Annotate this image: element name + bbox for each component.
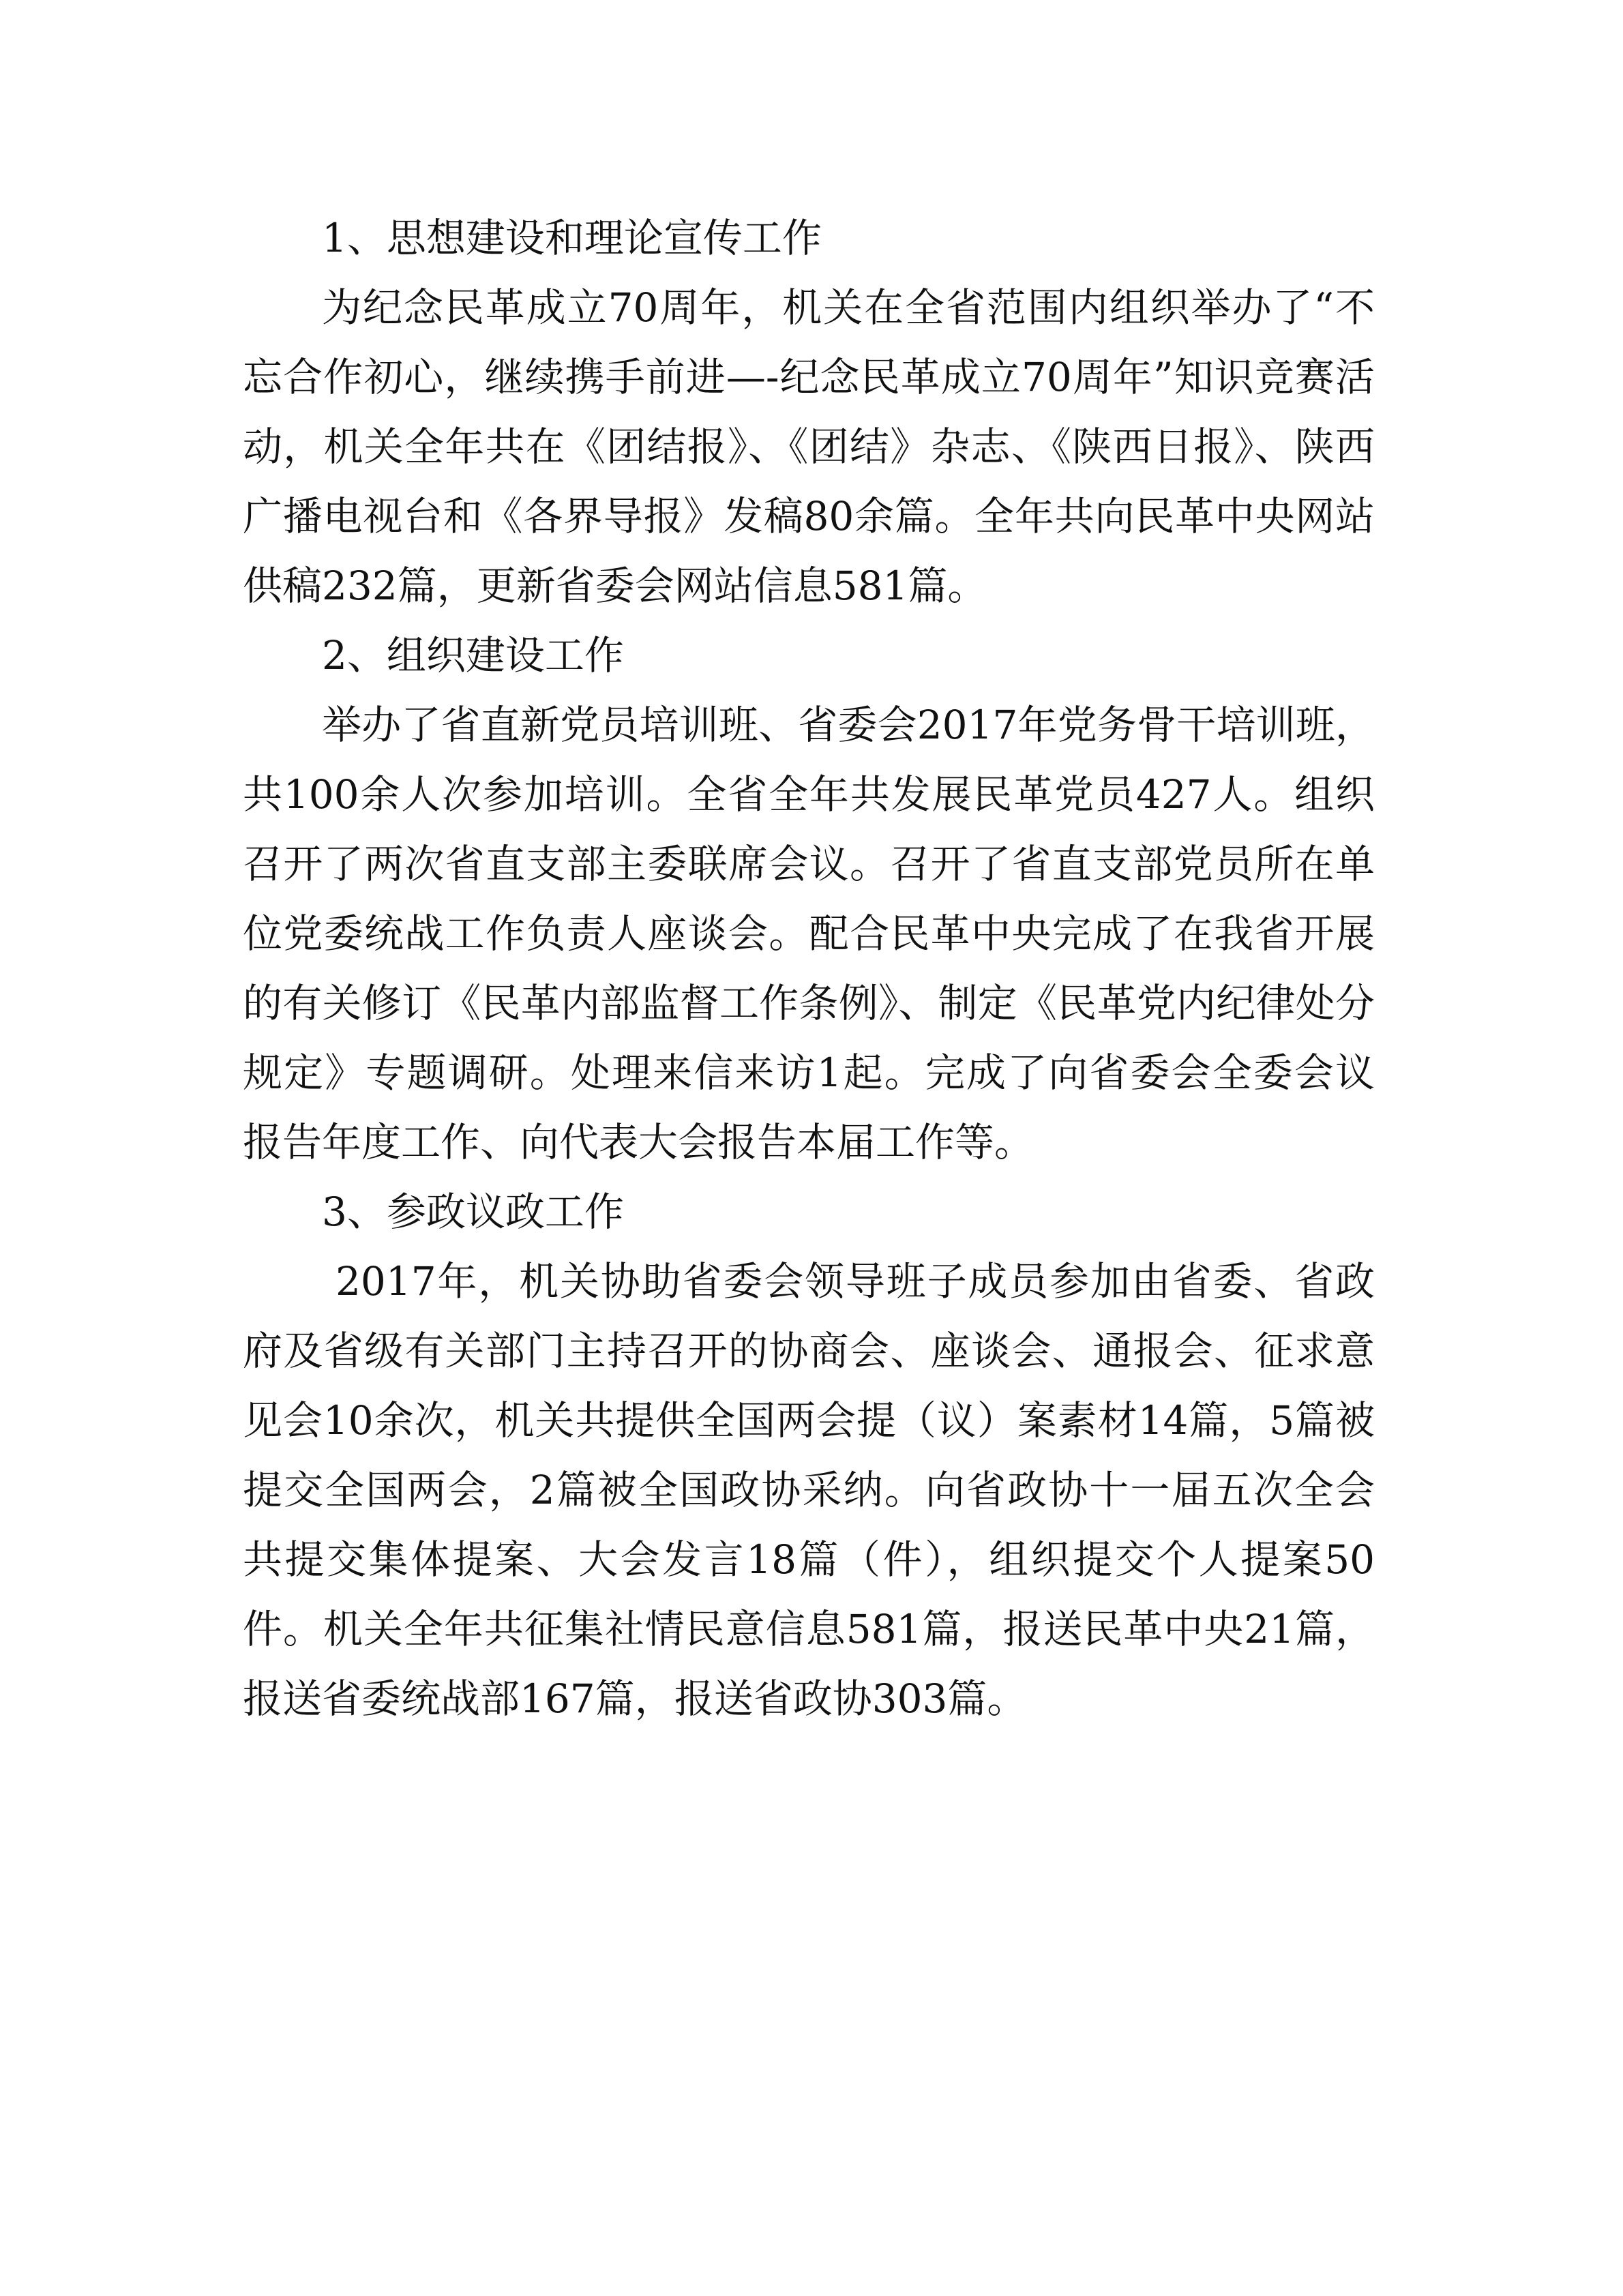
section-paragraph-3: 2017年，机关协助省委会领导班子成员参加由省委、省政府及省级有关部门主持召开的协商会、座谈会、通报会、征求意见会10余次，机关共提供全国两会提（议）案素材14篇，5篇被提交全国两会，2篇被全国政协采纳。向省政协十一届五次全会共提交集体提案、大会发言18篇（件），组织提交个人提案50件。机关全年共征集社情民意信息581篇，报送民革中央21篇，报送省委统战部167篇，报送省政协303篇。 <box>243 1258 1375 1722</box>
section-heading-2: 2、组织建设工作 <box>322 632 624 679</box>
document-body <box>243 203 1375 1733</box>
section-heading-3: 3、参政议政工作 <box>322 1189 624 1235</box>
section-heading-1: 1、思想建设和理论宣传工作 <box>322 215 822 261</box>
section-paragraph-1: 为纪念民革成立70周年，机关在全省范围内组织举办了“不忘合作初心，继续携手前进—-纪念民革成立70周年”知识竞赛活动，机关全年共在《团结报》、《团结》杂志、《陕西日报》、陕西广播电视台和《各界导报》发稿80余篇。全年共向民革中央网站供稿232篇，更新省委会网站信息581篇。 <box>243 284 1375 609</box>
section-paragraph-2: 举办了省直新党员培训班、省委会2017年党务骨干培训班，共100余人次参加培训。全省全年共发展民革党员427人。组织召开了两次省直支部主委联席会议。召开了省直支部党员所在单位党委统战工作负责人座谈会。配合民革中央完成了在我省开展的有关修订《民革内部监督工作条例》、制定《民革党内纪律处分规定》专题调研。处理来信来访1起。完成了向省委会全委会议报告年度工作、向代表大会报告本届工作等。 <box>243 702 1375 1165</box>
